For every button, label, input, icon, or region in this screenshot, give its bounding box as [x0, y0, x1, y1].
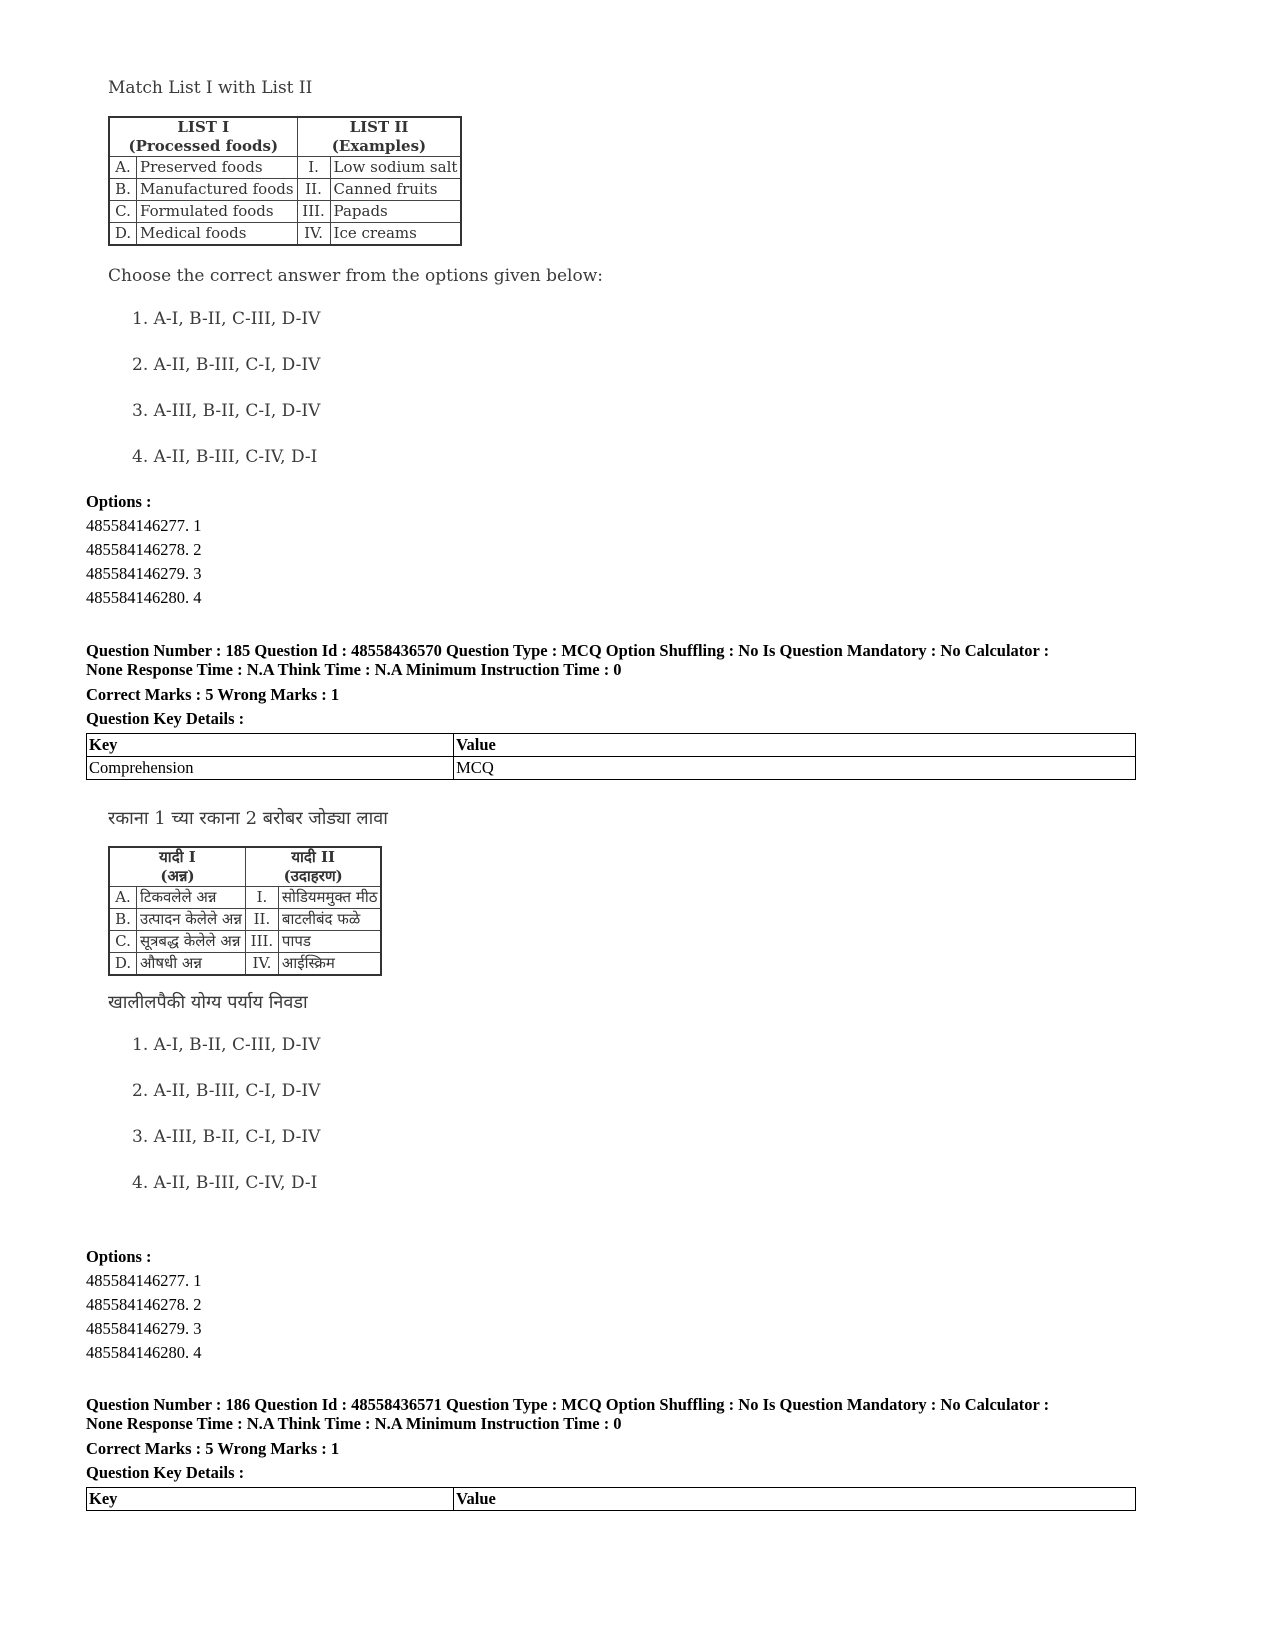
key-details-label: Question Key Details : [86, 709, 245, 728]
options-label: Options : [86, 1247, 152, 1266]
answer-choice: 3. A-III, B-II, C-I, D-IV [132, 401, 321, 421]
choose-instruction: Choose the correct answer from the options given below: [108, 266, 603, 286]
options-block [86, 1245, 1136, 1365]
meta-line: None Response Time : N.A Think Time : N.A Minimum Instruction Time : 0 [86, 1414, 622, 1433]
list2-title: यादी II [291, 848, 336, 866]
list1-subtitle: (Processed foods) [128, 137, 279, 155]
row-roman: IV. [297, 223, 330, 246]
row-item: उत्पादन केलेले अन्न [137, 909, 246, 931]
row-example: Low sodium salt [330, 157, 461, 179]
row-letter: C. [109, 201, 137, 223]
list1-subtitle: (अन्न) [160, 867, 195, 885]
row-example: सोडियममुक्त मीठ [278, 887, 381, 909]
option-item: 485584146279. 3 [86, 1319, 202, 1338]
row-item: औषधी अन्न [137, 953, 246, 976]
question-meta-186 [86, 1395, 1136, 1485]
answer-choices [132, 308, 603, 492]
row-roman: III. [245, 931, 278, 953]
key-header: Key [87, 734, 454, 757]
option-item: 485584146279. 3 [86, 564, 202, 583]
question-image-english [108, 78, 603, 492]
row-item: सूत्रबद्ध केलेले अन्न [137, 931, 246, 953]
answer-choice: 2. A-II, B-III, C-I, D-IV [132, 1081, 321, 1101]
value-header: Value [454, 734, 1136, 757]
match-lists-table [108, 846, 382, 976]
options-block [86, 490, 1136, 610]
key-header: Key [87, 1488, 454, 1511]
row-example: Papads [330, 201, 461, 223]
answer-choice: 3. A-III, B-II, C-I, D-IV [132, 1127, 321, 1147]
row-letter: B. [109, 179, 137, 201]
option-item: 485584146278. 2 [86, 540, 202, 559]
row-example: Canned fruits [330, 179, 461, 201]
row-example: पापड [278, 931, 381, 953]
row-item: Preserved foods [137, 157, 298, 179]
list1-header [109, 117, 297, 157]
choose-instruction: खालीलपैकी योग्य पर्याय निवडा [108, 992, 308, 1013]
options-label: Options : [86, 492, 152, 511]
answer-choices [132, 1034, 388, 1218]
row-roman: III. [297, 201, 330, 223]
match-row [109, 953, 381, 976]
option-item: 485584146277. 1 [86, 1271, 202, 1290]
list2-subtitle: (उदाहरण) [283, 867, 343, 885]
row-item: Medical foods [137, 223, 298, 246]
row-roman: IV. [245, 953, 278, 976]
row-letter: A. [109, 157, 137, 179]
key-cell: Comprehension [87, 757, 454, 780]
meta-line: Question Number : 185 Question Id : 48558436570 Question Type : MCQ Option Shuffling : No Is Question Mandatory : No Calculator : [86, 641, 1050, 660]
match-row [109, 223, 461, 246]
row-example: आईस्क्रिम [278, 953, 381, 976]
question-intro: Match List I with List II [108, 78, 313, 98]
row-roman: II. [297, 179, 330, 201]
match-lists-table [108, 116, 462, 246]
match-row [109, 887, 381, 909]
row-roman: II. [245, 909, 278, 931]
option-item: 485584146280. 4 [86, 1343, 202, 1362]
marks-line: Correct Marks : 5 Wrong Marks : 1 [86, 1439, 340, 1458]
match-row [109, 931, 381, 953]
list1-header [109, 847, 245, 887]
row-letter: D. [109, 223, 137, 246]
row-letter: D. [109, 953, 137, 976]
answer-choice: 1. A-I, B-II, C-III, D-IV [132, 309, 321, 329]
match-row [109, 201, 461, 223]
row-item: Manufactured foods [137, 179, 298, 201]
list2-title: LIST II [349, 118, 409, 136]
option-item: 485584146280. 4 [86, 588, 202, 607]
answer-choice: 1. A-I, B-II, C-III, D-IV [132, 1035, 321, 1055]
row-roman: I. [297, 157, 330, 179]
marks-line: Correct Marks : 5 Wrong Marks : 1 [86, 685, 340, 704]
list1-title: LIST I [177, 118, 230, 136]
list1-title: यादी I [159, 848, 196, 866]
match-row [109, 909, 381, 931]
row-letter: B. [109, 909, 137, 931]
list2-header [297, 117, 461, 157]
question-meta-185 [86, 641, 1136, 731]
list2-subtitle: (Examples) [331, 137, 427, 155]
match-row [109, 179, 461, 201]
question-intro: रकाना 1 च्या रकाना 2 बरोबर जोड्या लावा [108, 808, 388, 829]
answer-choice: 4. A-II, B-III, C-IV, D-I [132, 447, 318, 467]
row-letter: C. [109, 931, 137, 953]
match-row [109, 157, 461, 179]
row-example: बाटलीबंद फळे [278, 909, 381, 931]
key-details-table [86, 1487, 1136, 1511]
question-image-marathi [108, 806, 388, 1218]
answer-choice: 4. A-II, B-III, C-IV, D-I [132, 1173, 318, 1193]
key-details-label: Question Key Details : [86, 1463, 245, 1482]
table-row [87, 757, 1136, 780]
key-details-table [86, 733, 1136, 780]
option-item: 485584146277. 1 [86, 516, 202, 535]
value-header: Value [454, 1488, 1136, 1511]
option-item: 485584146278. 2 [86, 1295, 202, 1314]
row-letter: A. [109, 887, 137, 909]
meta-line: Question Number : 186 Question Id : 48558436571 Question Type : MCQ Option Shuffling : No Is Question Mandatory : No Calculator : [86, 1395, 1050, 1414]
row-roman: I. [245, 887, 278, 909]
row-item: Formulated foods [137, 201, 298, 223]
row-item: टिकवलेले अन्न [137, 887, 246, 909]
row-example: Ice creams [330, 223, 461, 246]
value-cell: MCQ [454, 757, 1136, 780]
list2-header [245, 847, 381, 887]
meta-line: None Response Time : N.A Think Time : N.A Minimum Instruction Time : 0 [86, 660, 622, 679]
answer-choice: 2. A-II, B-III, C-I, D-IV [132, 355, 321, 375]
